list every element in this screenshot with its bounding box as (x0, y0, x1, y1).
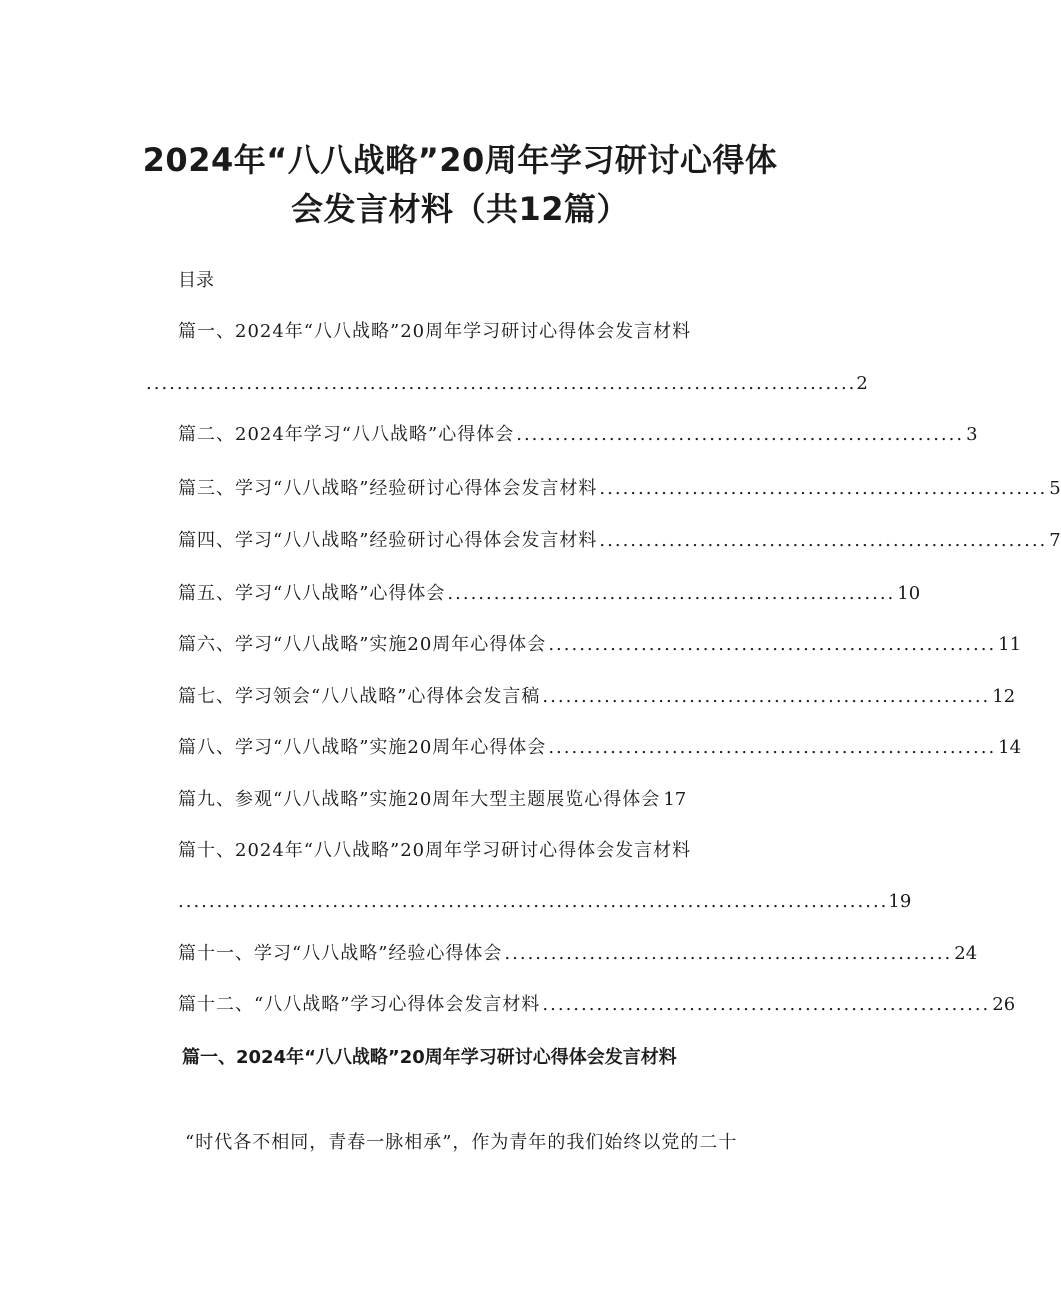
toc-entry-page: 11 (998, 634, 1022, 655)
toc-entry-title: 篇八、学习“八八战略”实施20周年心得体会 (178, 737, 547, 758)
toc-entry-8[interactable] (178, 734, 1022, 762)
toc-label: 目录 (178, 270, 214, 291)
toc-leader-dots: ............................................................................................ (146, 373, 857, 394)
toc-entry-10[interactable] (178, 837, 772, 865)
toc-leader-dots: .......................................................... (516, 424, 965, 445)
toc-leader-dots: .......................................................... (548, 634, 997, 655)
toc-entry-title: 篇三、学习“八八战略”经验研讨心得体会发言材料 (178, 478, 598, 499)
toc-entry-11[interactable] (178, 940, 978, 968)
toc-entry-12[interactable] (178, 991, 1016, 1019)
toc-entry-5[interactable] (178, 580, 921, 608)
toc-entry-1-leader[interactable] (146, 370, 868, 398)
document-title-line-2: 会发言材料（共12篇） (290, 190, 630, 228)
toc-entry-title: 篇二、2024年学习“八八战略”心得体会 (178, 424, 515, 445)
toc-entry-page: 26 (992, 994, 1016, 1015)
toc-entry-1[interactable] (178, 318, 772, 346)
document-title-line-1: 2024年“八八战略”20周年学习研讨心得体 (142, 141, 778, 179)
toc-leader-dots: .......................................................... (548, 737, 997, 758)
toc-entry-title: 篇四、学习“八八战略”经验研讨心得体会发言材料 (178, 530, 598, 551)
toc-leader-dots: .......................................................... (542, 994, 991, 1015)
toc-entry-title: 篇十二、“八八战略”学习心得体会发言材料 (178, 994, 541, 1015)
toc-entry-page: 14 (998, 737, 1022, 758)
toc-entry-title: 篇七、学习领会“八八战略”心得体会发言稿 (178, 686, 541, 707)
toc-leader-dots: .......................................................... (599, 478, 1048, 499)
toc-entry-2[interactable] (178, 421, 978, 449)
toc-entry-title: 篇一、2024年“八八战略”20周年学习研讨心得体会发言材料 (178, 321, 692, 342)
toc-entry-title: 篇九、参观“八八战略”实施20周年大型主题展览心得体会 (178, 789, 661, 810)
toc-entry-page: 7 (1049, 530, 1061, 551)
toc-entry-page: 24 (954, 943, 978, 964)
toc-entry-4[interactable] (178, 527, 1061, 555)
toc-entry-page: 12 (992, 686, 1016, 707)
toc-entry-title: 篇十一、学习“八八战略”经验心得体会 (178, 943, 503, 964)
toc-entry-page: 5 (1049, 478, 1061, 499)
toc-entry-10-leader[interactable] (178, 888, 912, 916)
section-heading: 篇一、2024年“八八战略”20周年学习研讨心得体会发言材料 (182, 1047, 677, 1068)
toc-entry-title: 篇十、2024年“八八战略”20周年学习研讨心得体会发言材料 (178, 840, 692, 861)
toc-entry-page: 10 (897, 583, 921, 604)
toc-entry-page: 2 (856, 373, 868, 394)
toc-entry-7[interactable] (178, 683, 1016, 711)
toc-leader-dots: ............................................................................................ (178, 891, 889, 912)
toc-entry-title: 篇六、学习“八八战略”实施20周年心得体会 (178, 634, 547, 655)
toc-entry-3[interactable] (178, 475, 1061, 503)
toc-entry-9[interactable] (178, 786, 772, 814)
toc-leader-dots: .......................................................... (599, 530, 1048, 551)
toc-entry-page: 17 (663, 789, 687, 810)
toc-leader-dots: .......................................................... (542, 686, 991, 707)
toc-entry-page: 3 (966, 424, 978, 445)
toc-entry-title: 篇五、学习“八八战略”心得体会 (178, 583, 446, 604)
toc-leader-dots: .......................................................... (504, 943, 953, 964)
toc-leader-dots: .......................................................... (447, 583, 896, 604)
body-paragraph: “时代各不相同，青春一脉相承”，作为青年的我们始终以党的二十 (185, 1132, 738, 1153)
toc-entry-page: 19 (888, 891, 912, 912)
toc-entry-6[interactable] (178, 631, 1022, 659)
